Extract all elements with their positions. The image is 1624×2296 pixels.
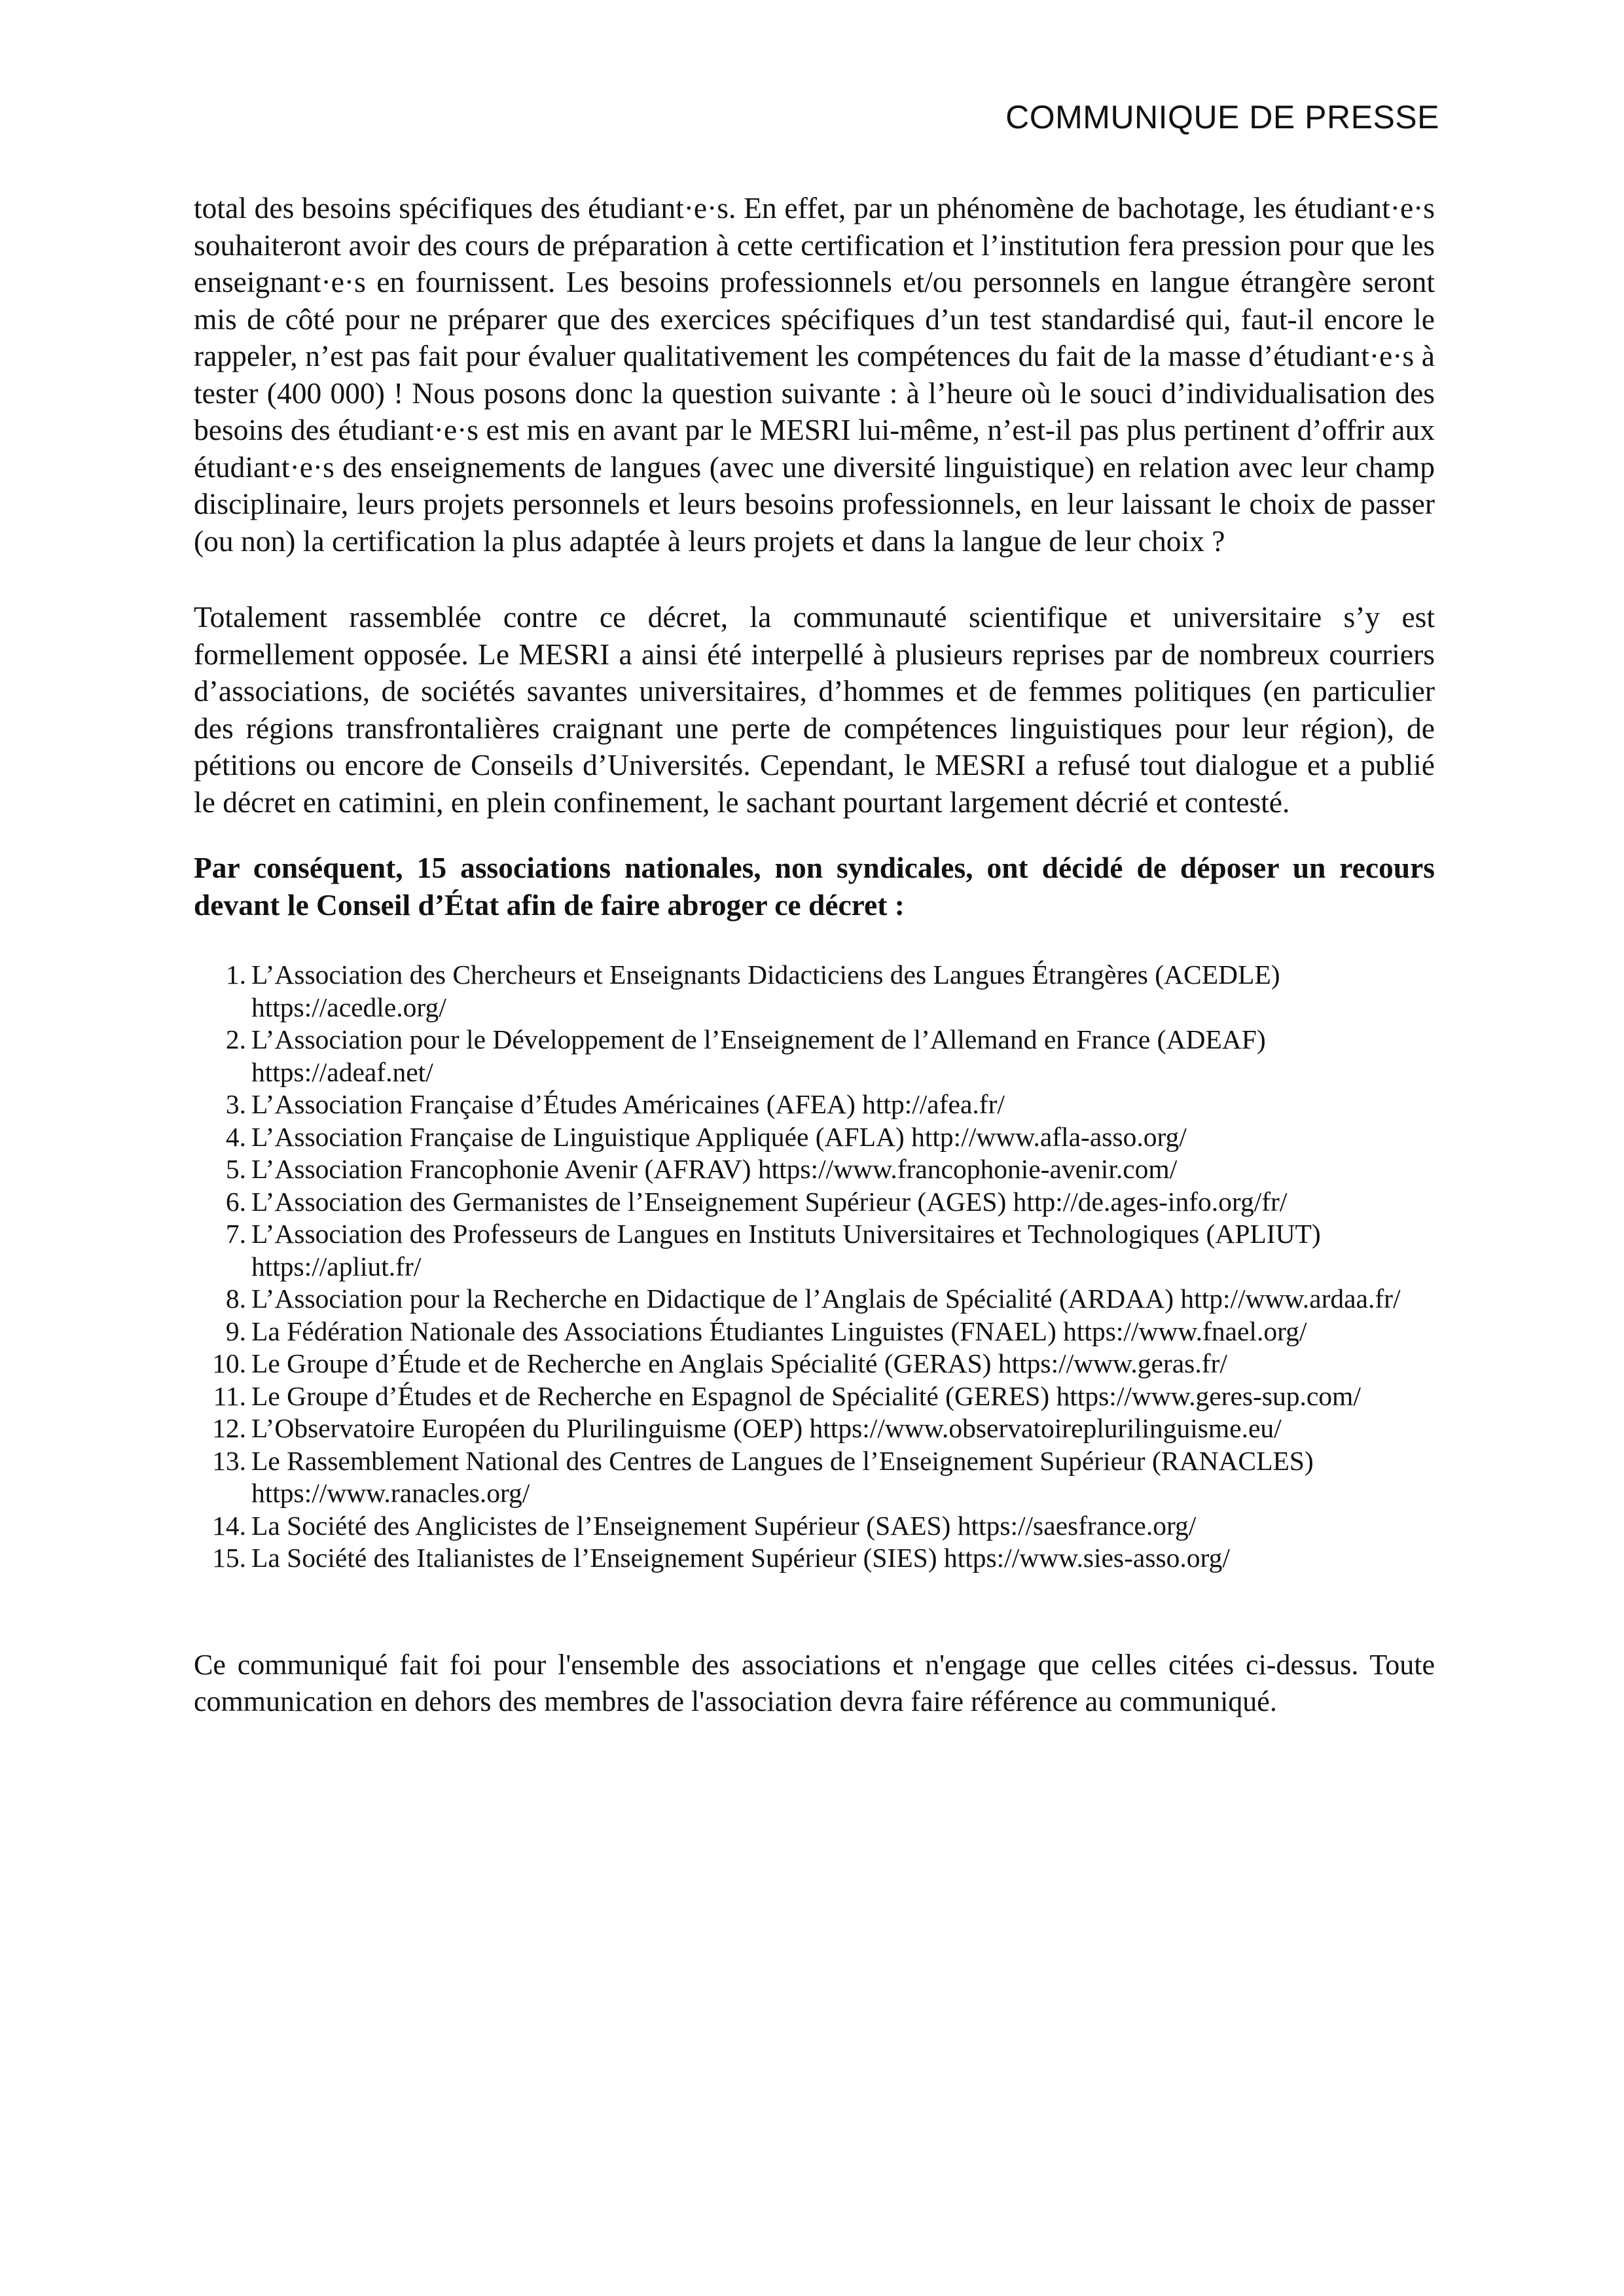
- list-item-number: 15.: [212, 1543, 246, 1573]
- list-item-number: 1.: [225, 960, 246, 990]
- list-item: [194, 1510, 1435, 1543]
- list-item: [194, 1186, 1435, 1219]
- list-item-number: 11.: [213, 1380, 246, 1411]
- list-item-text: L’Association pour le Développement de l’Enseignement de l’Allemand en France (ADEAF) https://adeaf.net/: [251, 1024, 1266, 1087]
- list-item: [194, 1283, 1435, 1316]
- list-item-text: La Société des Anglicistes de l’Enseignement Supérieur (SAES) https://saesfrance.org/: [251, 1510, 1197, 1541]
- paragraph-conclusion: Ce communiqué fait foi pour l'ensemble des associations et n'engage que celles citées ci-dessus. Toute communication en dehors des membres de l'association devra faire référence au communiqué.: [194, 1648, 1435, 1717]
- list-item-text: La Société des Italianistes de l’Enseignement Supérieur (SIES) https://www.sies-asso.org/: [251, 1543, 1230, 1573]
- list-item-text: L’Association des Chercheurs et Enseignants Didacticiens des Langues Étrangères (ACEDLE) https://acedle.org/: [251, 960, 1280, 1022]
- list-item-number: 8.: [225, 1283, 246, 1314]
- list-item-number: 14.: [212, 1510, 246, 1541]
- paragraph-recours: Par conséquent, 15 associations nationales, non syndicales, ont décidé de déposer un recours devant le Conseil d’État afin de faire abroger ce décret :: [194, 851, 1435, 922]
- list-item-text: L’Association des Germanistes de l’Enseignement Supérieur (AGES) http://de.ages-info.org/fr/: [251, 1186, 1288, 1217]
- list-item: [194, 1316, 1435, 1348]
- list-item: [194, 1218, 1435, 1283]
- list-item-text: La Fédération Nationale des Associations Étudiantes Linguistes (FNAEL) https://www.fnael.org/: [251, 1316, 1307, 1346]
- list-item: [194, 1445, 1435, 1510]
- page-header: COMMUNIQUE DE PRESSE: [1005, 99, 1439, 135]
- list-item-number: 7.: [225, 1219, 246, 1249]
- list-item: [194, 1542, 1435, 1575]
- list-item-text: L’Association Francophonie Avenir (AFRAV) https://www.francophonie-avenir.com/: [251, 1154, 1178, 1184]
- list-item-text: Le Groupe d’Études et de Recherche en Espagnol de Spécialité (GERES) https://www.geres-sup.com/: [251, 1380, 1361, 1411]
- list-item-text: Le Rassemblement National des Centres de Langues de l’Enseignement Supérieur (RANACLES) https://www.ranacles.org/: [251, 1445, 1314, 1508]
- list-item: [194, 1088, 1435, 1121]
- paragraph-opposition: Totalement rassemblée contre ce décret, la communauté scientifique et universitaire s’y est formellement opposée. Le MESRI a ainsi été interpellé à plusieurs reprises par de nombreux courriers d’associations, de sociétés savantes universitaires, d’hommes et de femmes politiques (en particulier des régions transfrontalières craignant une perte de compétences linguistiques pour leur région), de pétitions ou encore de Conseils d’Universités. Cependant, le MESRI a refusé tout dialogue et a publié le décret en catimini, en plein confinement, le sachant pourtant largement décrié et contesté.: [194, 600, 1435, 819]
- associations-list: [194, 959, 1435, 1575]
- list-item-number: 12.: [212, 1413, 246, 1443]
- list-item-text: L’Observatoire Européen du Plurilinguisme (OEP) https://www.observatoireplurilinguisme.eu/: [251, 1413, 1282, 1443]
- list-item-text: Le Groupe d’Étude et de Recherche en Anglais Spécialité (GERAS) https://www.geras.fr/: [251, 1348, 1227, 1378]
- list-item-text: L’Association Française d’Études Américaines (AFEA) http://afea.fr/: [251, 1089, 1005, 1119]
- document-body: [194, 190, 1435, 1720]
- list-item-number: 9.: [225, 1316, 246, 1346]
- list-item: [194, 959, 1435, 1024]
- list-item-number: 4.: [225, 1121, 246, 1152]
- list-item-number: 2.: [225, 1024, 246, 1054]
- list-item-number: 10.: [212, 1348, 246, 1378]
- list-item: [194, 1024, 1435, 1088]
- list-item-text: L’Association Française de Linguistique Appliquée (AFLA) http://www.afla-asso.org/: [251, 1121, 1187, 1152]
- list-item: [194, 1153, 1435, 1186]
- paragraph-besoins: total des besoins spécifiques des étudiant·e·s. En effet, par un phénomène de bachotage, les étudiant·e·s souhaiteront avoir des cours de préparation à cette certification et l’institution fera pression pour que les enseignant·e·s en fournissent. Les besoins professionnels et/ou personnels en langue étrangère seront mis de côté pour ne préparer que des exercices spécifiques d’un test standardisé qui, faut-il encore le rappeler, n’est pas fait pour évaluer qualitativement les compétences du fait de la masse d’étudiant·e·s à tester (400 000) ! Nous posons donc la question suivante : à l’heure où le souci d’individualisation des besoins des étudiant·e·s est mis en avant par le MESRI lui-même, n’est-il pas plus pertinent d’offrir aux étudiant·e·s des enseignements de langues (avec une diversité linguistique) en relation avec leur champ disciplinaire, leurs projets personnels et leurs besoins professionnels, en leur laissant le choix de passer (ou non) la certification la plus adaptée à leurs projets et dans la langue de leur choix ?: [194, 191, 1435, 558]
- list-item: [194, 1121, 1435, 1154]
- list-item-number: 13.: [212, 1445, 246, 1476]
- list-item-number: 5.: [225, 1154, 246, 1184]
- list-item-text: L’Association des Professeurs de Langues en Instituts Universitaires et Technologiques (APLIUT) https://apliut.fr/: [251, 1219, 1321, 1282]
- list-item: [194, 1412, 1435, 1445]
- list-item-number: 3.: [225, 1089, 246, 1119]
- list-item-number: 6.: [225, 1186, 246, 1217]
- list-item: [194, 1380, 1435, 1413]
- list-item: [194, 1348, 1435, 1380]
- list-item-text: L’Association pour la Recherche en Didactique de l’Anglais de Spécialité (ARDAA) http://www.ardaa.fr/: [251, 1283, 1401, 1314]
